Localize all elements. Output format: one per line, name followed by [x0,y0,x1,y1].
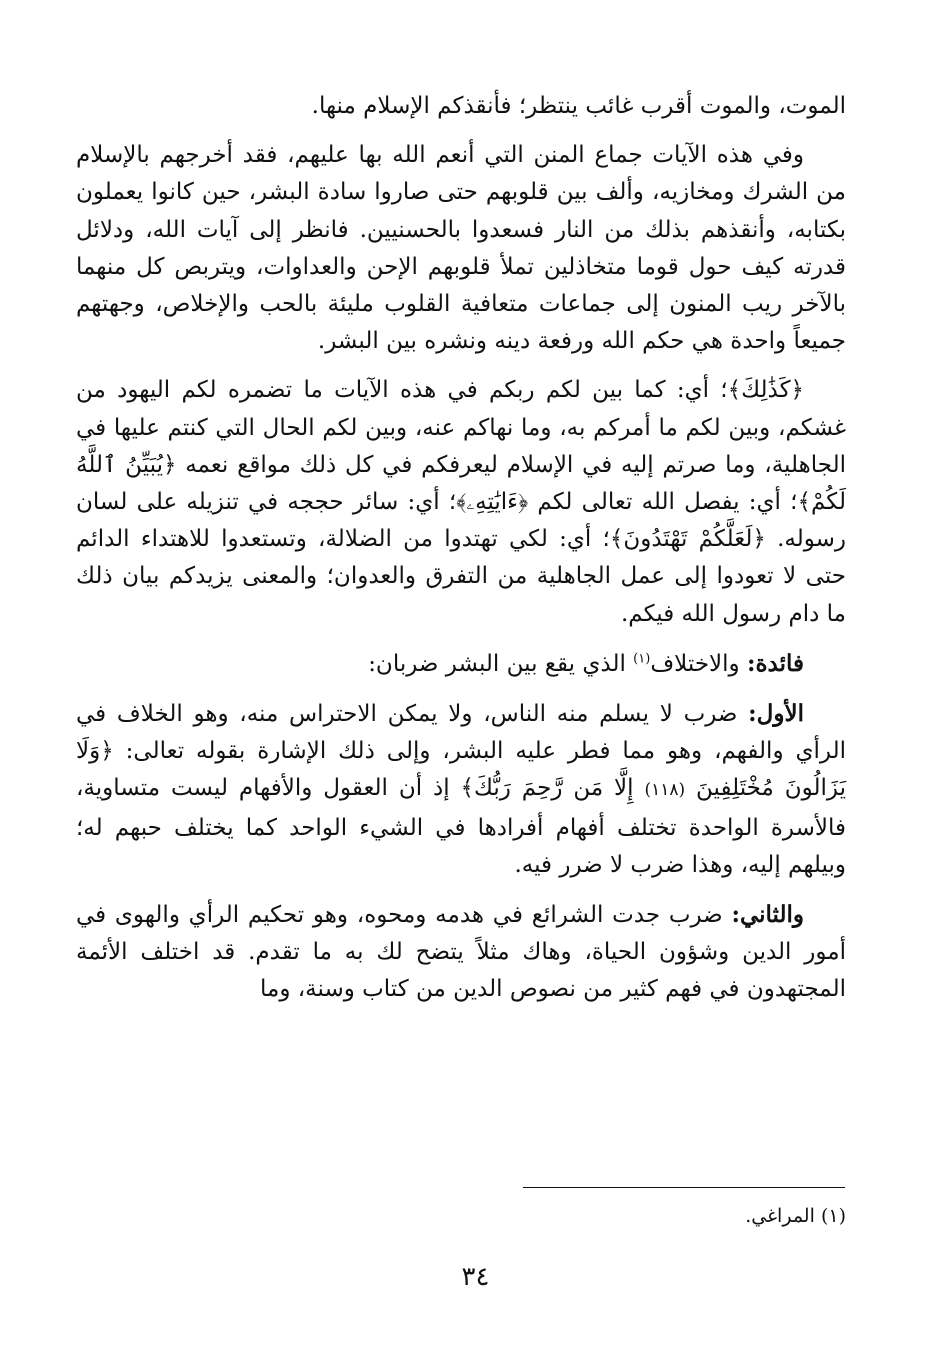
section-label: الأول: [748,700,804,728]
text-segment: ؛ أي: سائر حججه في تنزيله على لسان رسوله. [76,489,846,553]
paragraph-4 [76,645,846,683]
footnote-reference[interactable]: (١) [633,651,651,667]
paragraph-1: الموت، والموت أقرب غائب ينتظر؛ فأنقذكم الإسلام منها. [311,93,846,119]
text-segment: ؛ أي: لكي تهتدوا من الضلالة، وتستعدوا للاهتداء الدائم حتى لا تعودوا إلى عمل الجاهلية من التفرق والعدوان؛ والمعنى يزيدكم بيان ذلك ما دام رسول الله فيكم. [76,526,846,627]
section-label: والثاني: [731,901,804,929]
main-text [76,88,846,1009]
paragraph-2: وفي هذه الآيات جماع المنن التي أنعم الله بها عليهم، فقد أخرجهم بالإسلام من الشرك ومخازيه، وألف بين قلوبهم حتى صاروا سادة البشر، حين كانوا يعملون بكتابه، وأنقذهم بذلك من النار فسعدوا بالحسنيين. فانظر إلى آيات الله، ودلائل قدرته كيف حول قوما متخاذلين تملأ قلوبهم الإحن والعداوات، ويتربص كل منهما بالآخر ريب المنون إلى جماعات متعافية القلوب مليئة بالحب والإخلاص، وجهتهم جميعاً واحدة هي حكم الله ورفعة دينه ونشره بين البشر. [76,142,846,355]
text-segment: ضرب لا يسلم منه الناس، ولا يمكن الاحتراس منه، وهو الخلاف في الرأي والفهم، وهو مما فطر عليه البشر، وإلى ذلك الإشارة بقوله تعالى: [76,701,846,765]
text-segment: ؛ أي: كما بين لكم ربكم في هذه الآيات ما تضمره لكم اليهود من غشكم، وبين لكم ما أمركم به، وما نهاكم عنه، وبين لكم الحال التي كنتم عليها في الجاهلية، وما صرتم إليه في الإسلام ليعرفكم في كل ذلك مواقع نعمه [76,377,846,478]
quran-quote: ﴿وَلَا يَزَالُونَ مُخْتَلِفِينَ [76,738,846,802]
footnote-separator [523,1187,845,1188]
footnote-marker: (١) [820,1205,846,1227]
text-segment: ضرب جدت الشرائع في هدمه ومحوه، وهو تحكيم الرأي والهوى في أمور الدين وشؤون الحياة، وهاك مثلاً يتضح لك به ما تقدم. قد اختلف الأئمة المجتهدون في فهم كثير من نصوص الدين من كتاب وسنة، وما [76,902,846,1003]
quran-quote: ﴿كَذَٰلِكَ﴾ [727,377,804,404]
page-number: ٣٤ [461,1262,490,1292]
verse-number: (١١٨) [644,780,686,801]
quran-quote: ﴿لَعَلَّكُمْ تَهْتَدُونَ﴾ [609,526,766,553]
text-segment: الذي يقع بين البشر ضربان: [368,650,634,677]
quran-quote: ﴿يُبَيِّنُ ٱللَّهُ لَكُمْ﴾ [76,451,846,516]
paragraph-3 [76,372,846,632]
paragraph-5 [76,695,846,884]
text-segment: إذ أن العقول والأفهام ليست متساوية، فالأسرة الواحدة تختلف أفهام أفرادها في الشيء الواحد كما يختلف حبهم له؛ وبيلهم إليه، وهذا ضرب لا ضرر فيه. [76,775,846,878]
quran-quote: إِلَّا مَن رَّحِمَ رَبُّكَ﴾ [460,775,634,802]
text-segment: ؛ أي: يفصل الله تعالى لكم [528,489,798,516]
paragraph-6 [76,896,846,1009]
footnote-text: المراغي. [745,1205,815,1227]
text-segment: والاختلاف [650,650,747,677]
footnote [745,1205,846,1227]
section-label: فائدة: [746,649,804,677]
quran-quote: ﴿ءَايَٰتِهِۦ﴾ [456,489,529,516]
